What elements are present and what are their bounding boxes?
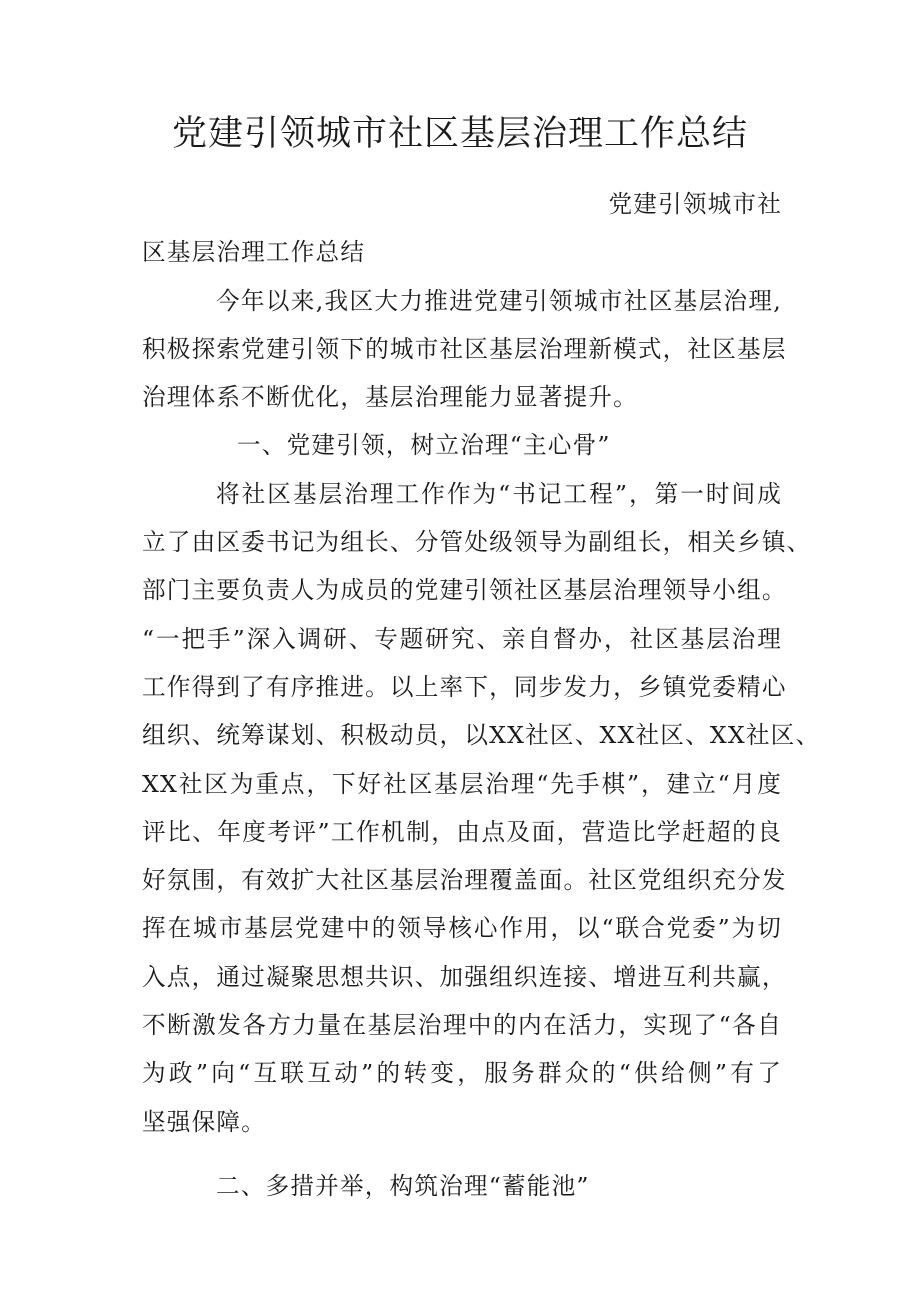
section1-line: 立了由区委书记为组长、分管处级领导为副组长，相关乡镇、 (142, 528, 812, 557)
section1-line: 工作得到了有序推进。以上率下，同步发力，乡镇党委精心 (142, 672, 787, 701)
document-title: 党建引领城市社区基层治理工作总结 (171, 114, 748, 154)
section1-line: 挥在城市基层党建中的领导核心作用，以“联合党委”为切 (142, 914, 782, 943)
section1-line: 部门主要负责人为成员的党建引领社区基层治理领导小组。 (142, 576, 787, 605)
intro-line: 积极探索党建引领下的城市社区基层治理新模式，社区基层 (142, 334, 787, 363)
section1-line: 为政”向“互联互动”的转变，服务群众的“供给侧”有了 (142, 1059, 782, 1088)
section1-line: 入点，通过凝聚思想共识、加强组织连接、增进互利共赢， (142, 962, 787, 991)
subtitle-line: 党建引领城市社 (608, 190, 782, 218)
section-heading-1: 一、党建引领，树立治理“主心骨” (237, 431, 611, 460)
section1-line: 组织、统筹谋划、积极动员，以XX社区、XX社区、XX社区、 (142, 721, 821, 750)
section1-line: 坚强保障。 (142, 1107, 266, 1136)
section1-line: 好氛围，有效扩大社区基层治理覆盖面。社区党组织充分发 (142, 866, 787, 895)
section1-line: 不断激发各方力量在基层治理中的内在活力，实现了“各自 (142, 1011, 782, 1040)
document-body (142, 180, 821, 1210)
intro-line: 治理体系不断优化，基层治理能力显著提升。 (142, 383, 638, 412)
section1-line: 评比、年度考评”工作机制，由点及面，营造比学赶超的良 (142, 817, 782, 846)
section1-line: 将社区基层治理工作作为“书记工程”，第一时间成 (216, 479, 782, 508)
intro-line: 今年以来,我区大力推进党建引领城市社区基层治理, (216, 286, 782, 315)
section1-line: XX社区为重点，下好社区基层治理“先手棋”，建立“月度 (142, 769, 782, 798)
section1-line: “一把手”深入调研、专题研究、亲自督办，社区基层治理 (142, 624, 782, 653)
section-heading-2: 二、多措并举，构筑治理“蓄能池” (216, 1171, 590, 1200)
subtitle-line: 区基层治理工作总结 (142, 238, 366, 267)
